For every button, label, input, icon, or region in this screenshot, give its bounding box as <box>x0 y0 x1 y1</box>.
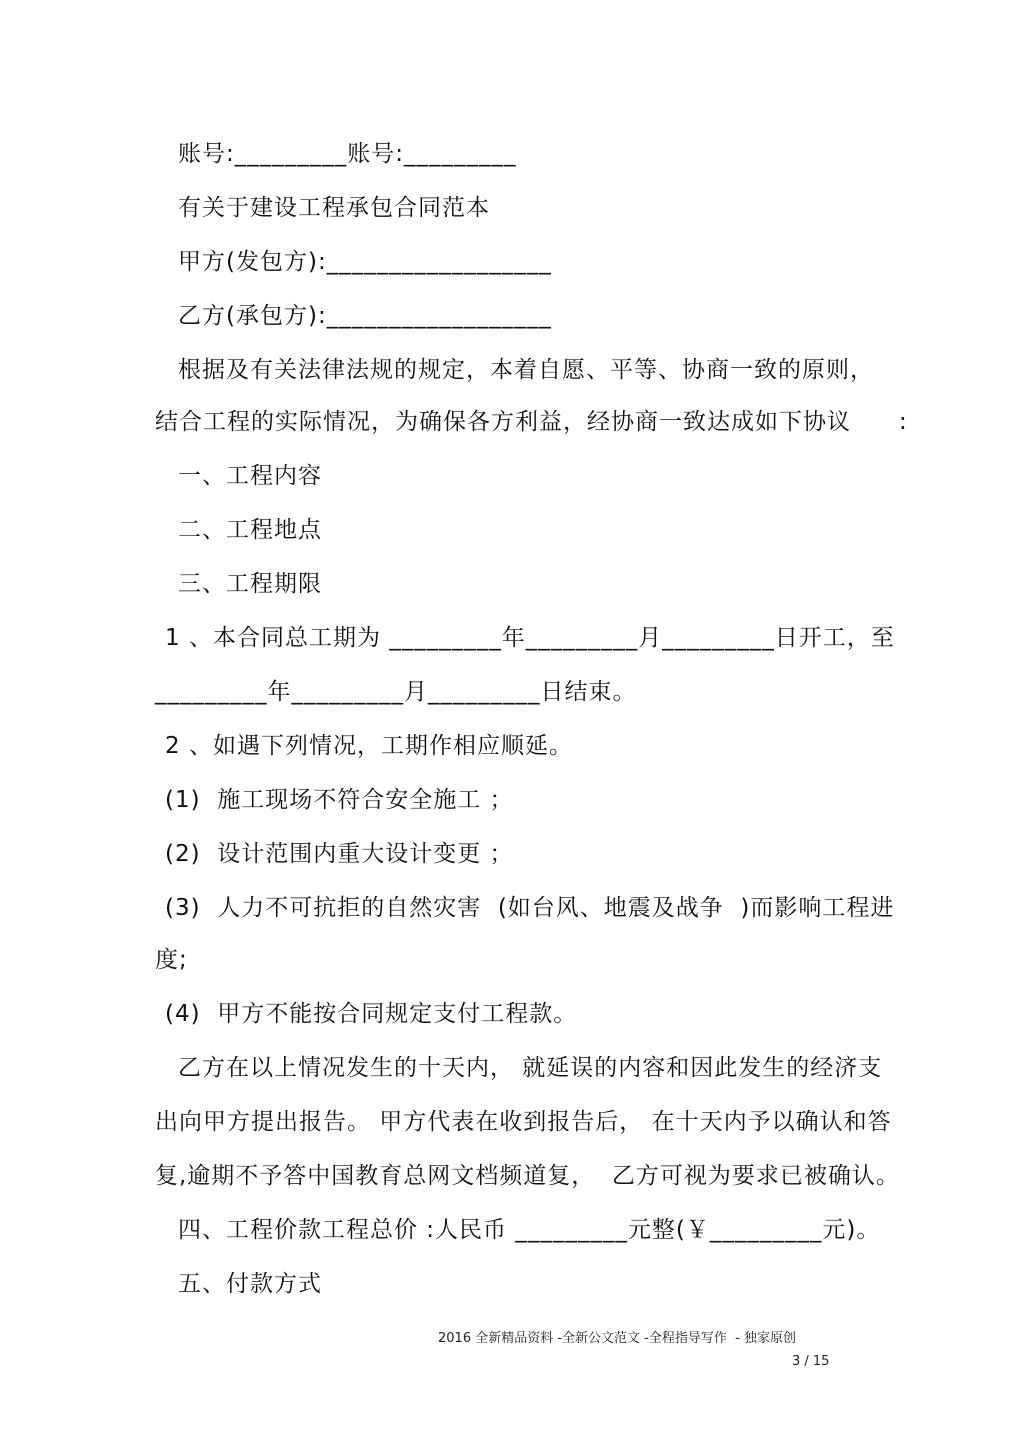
section-heading-price: 四、工程价款工程总价 :人民币 _________元整(￥_________元)。 <box>178 1217 881 1243</box>
condition-item-1: (1) 施工现场不符合安全施工 ； <box>165 787 514 813</box>
footer-tagline: 2016 全新精品资料 -全新公文范文 -全程指导写作 - 独家原创 <box>438 1331 796 1346</box>
document-title: 有关于建设工程承包合同范本 <box>178 195 490 221</box>
section-heading-term: 三、工程期限 <box>178 571 322 597</box>
condition-item-4: (4) 甲方不能按合同规定支付工程款。 <box>165 1001 578 1027</box>
report-paragraph-line-3: 复,逾期不予答中国教育总网文档频道复， 乙方可视为要求已被确认。 <box>155 1163 900 1189</box>
preamble-line-2: 结合工程的实际情况，为确保各方利益，经协商一致达成如下协议 : <box>155 409 908 435</box>
report-paragraph-line-1: 乙方在以上情况发生的十天内， 就延误的内容和因此发生的经济支 <box>178 1055 883 1081</box>
preamble-line-1: 根据及有关法律法规的规定，本着自愿、平等、协商一致的原则， <box>178 357 874 383</box>
section-heading-payment: 五、付款方式 <box>178 1271 322 1297</box>
term-clause-1-line-2: _________年_________月_________日结束。 <box>155 679 637 705</box>
term-clause-1-line-1: 1 、本合同总工期为 _________年_________月_________日开工，至 <box>165 625 895 651</box>
page-number: 3 / 15 <box>792 1354 830 1369</box>
condition-item-3-line-2: 度; <box>155 947 188 973</box>
condition-item-2: (2) 设计范围内重大设计变更 ； <box>165 841 514 867</box>
condition-item-3-line-1: (3) 人力不可抗拒的自然灾害 (如台风、地震及战争 )而影响工程进 <box>165 895 895 921</box>
section-heading-content: 一、工程内容 <box>178 463 322 489</box>
report-paragraph-line-2: 出向甲方提出报告。 甲方代表在收到报告后， 在十天内予以确认和答 <box>155 1109 892 1135</box>
term-clause-2: 2 、如遇下列情况，工期作相应顺延。 <box>165 733 573 759</box>
party-b-line: 乙方(承包方):__________________ <box>178 303 552 329</box>
account-number-line: 账号:_________账号:_________ <box>178 141 517 167</box>
section-heading-location: 二、工程地点 <box>178 517 322 543</box>
party-a-line: 甲方(发包方):__________________ <box>178 249 552 275</box>
